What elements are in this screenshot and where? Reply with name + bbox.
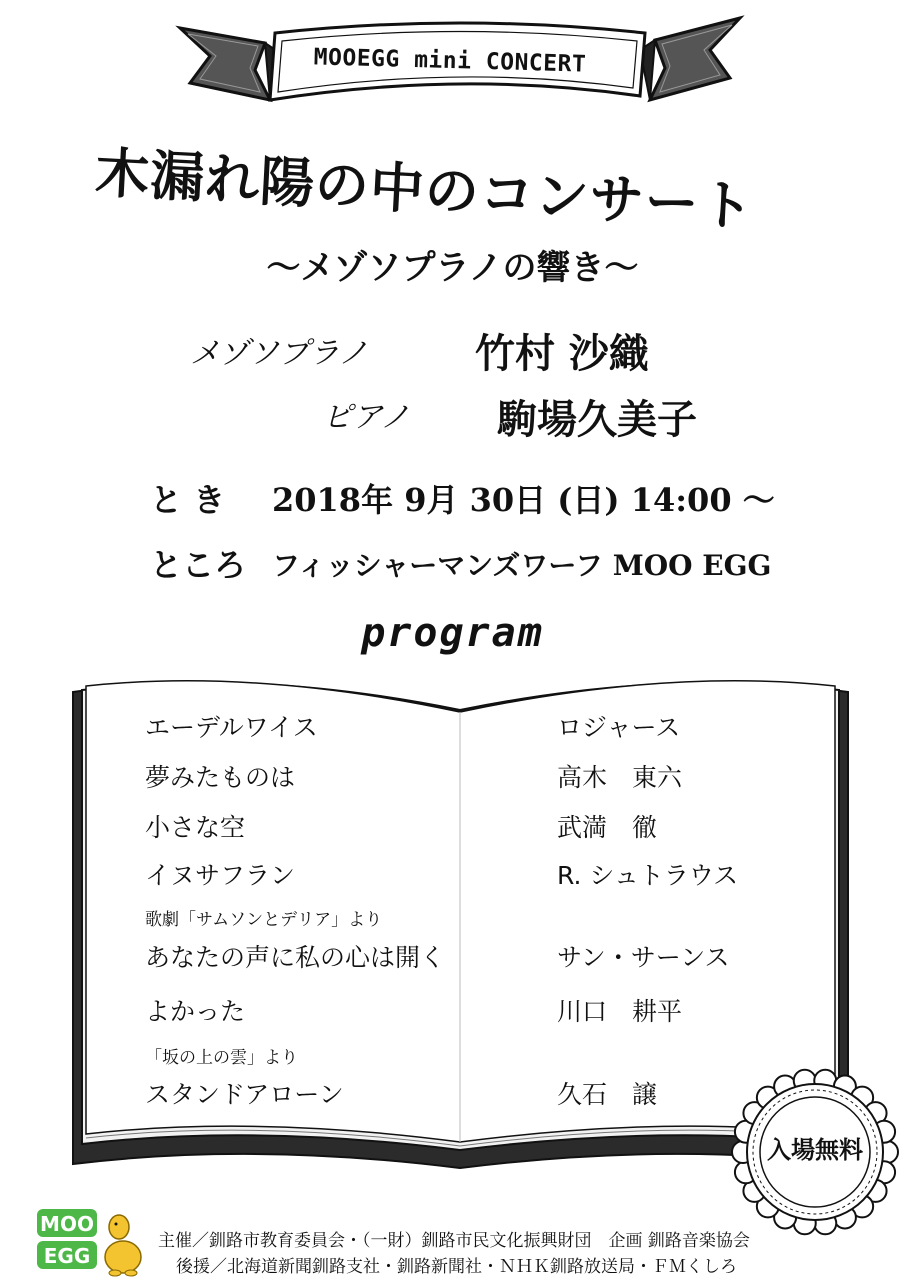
program-title-3: 小さな空 xyxy=(145,813,246,842)
concert-subtitle: 〜メゾソプラノの響き〜 xyxy=(266,248,639,288)
program-composer-2: 高木 東六 xyxy=(557,763,683,792)
program-title-2: 夢みたものは xyxy=(145,763,296,792)
free-admission-text: 入場無料 xyxy=(767,1136,863,1164)
concert-title: 木漏れ陽の中のコンサート xyxy=(93,140,757,239)
program-title-7: スタンドアローン xyxy=(145,1080,344,1109)
dinosaur-mascot-icon xyxy=(105,1215,141,1276)
performer-name-piano: 駒場久美子 xyxy=(497,396,697,443)
logo-line1: MOO xyxy=(40,1212,94,1236)
program-title-1: エーデルワイス xyxy=(145,713,318,742)
program-composer-1: ロジャース xyxy=(557,713,681,742)
program-title-5: あなたの声に私の心は開く xyxy=(145,943,446,972)
program-composer-5: サン・サーンス xyxy=(557,943,730,972)
program-title-6: よかった xyxy=(145,997,246,1026)
date-label: と き xyxy=(150,481,226,519)
mooegg-logo xyxy=(35,1205,145,1277)
performer-role-mezzo: メゾソプラノ xyxy=(190,336,369,371)
footer-organizers: 主催／釧路市教育委員会・（一財）釧路市民文化振興財団 企画 釧路音楽協会 xyxy=(158,1231,750,1251)
logo-line2: EGG xyxy=(43,1244,91,1268)
program-heading: program xyxy=(361,610,544,656)
date-value: 2018年 9月 30日 (日) 14:00 〜 xyxy=(272,481,775,519)
place-label: ところ xyxy=(150,546,247,584)
ribbon-title: MOOEGG mini CONCERT xyxy=(313,44,587,78)
footer-sponsors: 後援／北海道新聞釧路支社・釧路新聞社・ＮＨＫ釧路放送局・ＦＭくしろ xyxy=(176,1257,737,1277)
program-composer-4: R. シュトラウス xyxy=(557,861,739,890)
program-note-5: 歌劇「サムソンとデリア」より xyxy=(145,910,383,930)
place-value: フィッシャーマンズワーフ MOO EGG xyxy=(272,549,772,582)
performer-role-piano: ピアノ xyxy=(322,400,410,435)
program-note-7: 「坂の上の雲」より xyxy=(145,1048,298,1068)
performer-name-mezzo: 竹村 沙織 xyxy=(475,330,649,377)
program-composer-3: 武満 徹 xyxy=(557,813,658,842)
program-title-4: イヌサフラン xyxy=(145,861,296,890)
program-composer-7: 久石 譲 xyxy=(557,1080,658,1109)
program-composer-6: 川口 耕平 xyxy=(557,997,683,1026)
